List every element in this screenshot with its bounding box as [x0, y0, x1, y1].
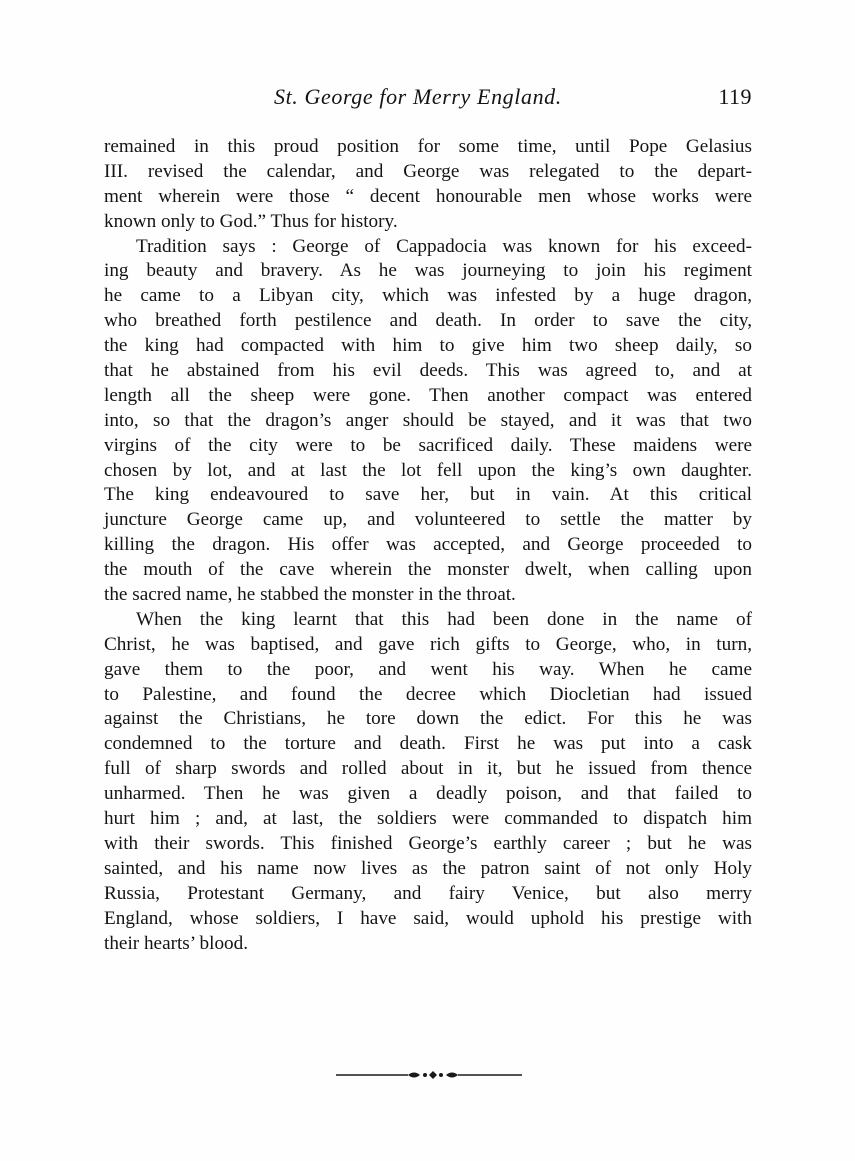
text-line: Russia, Protestant Germany, and fairy Venice, but also merry: [104, 882, 752, 904]
text-line: who breathed forth pestilence and death. In order to save the city,: [104, 310, 752, 332]
text-line: ment wherein were those “ decent honourable men whose works were: [104, 185, 752, 207]
text-line: full of sharp swords and rolled about in it, but he issued from thence: [104, 758, 752, 780]
text-line: ing beauty and bravery. As he was journeying to join his regiment: [104, 260, 752, 282]
body-text: [104, 135, 752, 956]
text-line: he came to a Libyan city, which was infested by a huge dragon,: [104, 285, 752, 307]
tailpiece-rule-ornament-icon: [336, 1068, 522, 1082]
text-line: unharmed. Then he was given a deadly poison, and that failed to: [104, 783, 752, 805]
text-line: their hearts’ blood.: [104, 932, 249, 954]
text-line: Christ, he was baptised, and gave rich gifts to George, who, in turn,: [104, 633, 752, 655]
text-line: When the king learnt that this had been done in the name of: [136, 608, 752, 630]
text-line: remained in this proud position for some time, until Pope Gelasius: [104, 136, 752, 157]
text-line: into, so that the dragon’s anger should be stayed, and it was that two: [104, 409, 752, 431]
text-line: the king had compacted with him to give him two sheep daily, so: [104, 335, 752, 357]
text-line: the sacred name, he stabbed the monster in the throat.: [104, 584, 516, 606]
text-line: England, whose soldiers, I have said, would uphold his prestige with: [104, 907, 752, 929]
text-line: juncture George came up, and volunteered to settle the matter by: [104, 509, 752, 531]
text-line: III. revised the calendar, and George was relegated to the depart-: [104, 160, 752, 182]
text-line: with their swords. This finished George’s earthly career ; but he was: [104, 832, 752, 854]
text-line: gave them to the poor, and went his way. When he came: [104, 658, 752, 680]
text-line: sainted, and his name now lives as the patron saint of not only Holy: [104, 857, 752, 879]
text-line: chosen by lot, and at last the lot fell upon the king’s own daughter.: [104, 459, 752, 481]
text-line: known only to God.” Thus for history.: [104, 210, 398, 232]
text-line: The king endeavoured to save her, but in vain. At this critical: [104, 484, 752, 506]
text-line: killing the dragon. His offer was accepted, and George proceeded to: [104, 534, 752, 556]
text-line: that he abstained from his evil deeds. This was agreed to, and at: [104, 360, 752, 382]
text-line: hurt him ; and, at last, the soldiers were commanded to dispatch him: [104, 808, 752, 830]
page-number: 119: [718, 84, 752, 109]
running-title: St. George for Merry England.: [274, 84, 562, 109]
text-line: condemned to the torture and death. First he was put into a cask: [104, 733, 752, 755]
text-line: length all the sheep were gone. Then another compact was entered: [104, 384, 752, 406]
text-line: against the Christians, he tore down the edict. For this he was: [104, 708, 752, 730]
text-line: to Palestine, and found the decree which Diocletian had issued: [104, 683, 752, 705]
text-line: virgins of the city were to be sacrificed daily. These maidens were: [104, 434, 752, 456]
text-line: the mouth of the cave wherein the monster dwelt, when calling upon: [104, 559, 752, 581]
text-line: Tradition says : George of Cappadocia was known for his exceed-: [136, 235, 752, 257]
running-head: [104, 84, 752, 118]
